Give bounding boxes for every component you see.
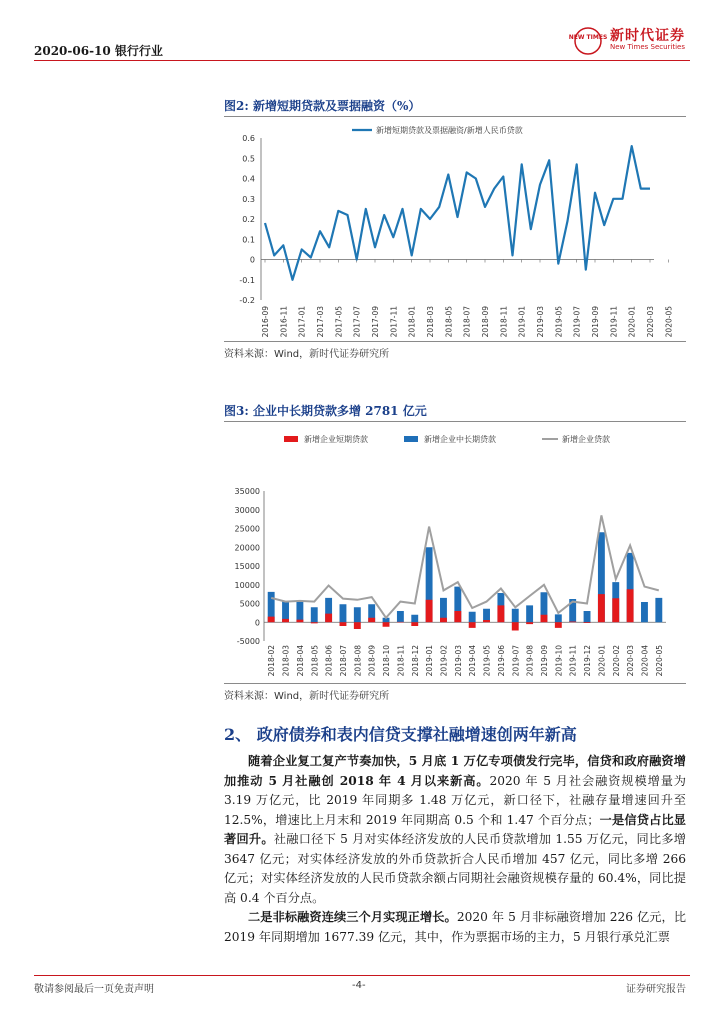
fig2-y-tick-label: 0.5 [242, 154, 255, 164]
fig3-x-tick-label: 2018-07 [338, 645, 348, 677]
fig3-bar-short-term [469, 622, 476, 628]
fig3-x-tick-label: 2019-07 [511, 645, 521, 677]
p1-bold2: 一是信贷占比显著回升。 [224, 812, 686, 846]
fig3-bar-short-term [569, 622, 576, 623]
fig3-bar-short-term [497, 605, 504, 622]
fig3-legend-swatch [404, 436, 418, 442]
fig3-x-tick-label: 2019-11 [568, 645, 578, 677]
figure3-top-rule [224, 421, 686, 422]
section-title: 2、 政府债券和表内信贷支撑社融增速创两年新高 [224, 725, 577, 744]
footer-page-number: -4- [352, 980, 366, 991]
fig3-x-tick-label: 2019-12 [583, 645, 593, 677]
fig2-x-tick-label: 2019-05 [554, 306, 564, 338]
p1-bold: 随着企业复工复产节奏加快，5 月底 1 万亿专项债发行完毕，信贷和政府融资增加推动 5 月社融创 2018 年 4 月以来新高。 [224, 754, 686, 788]
figure2-chart [224, 118, 686, 340]
fig2-x-tick-label: 2020-05 [664, 306, 674, 338]
footer-disclaimer: 敬请参阅最后一页免责声明 [34, 984, 154, 995]
fig3-y-tick-label: 25000 [234, 524, 260, 534]
fig2-x-tick-label: 2019-09 [591, 306, 600, 338]
fig3-bar-short-term [483, 620, 490, 622]
fig2-x-tick-label: 2017-01 [297, 306, 307, 338]
fig3-bar-short-term [311, 622, 318, 623]
figure2-top-rule [224, 116, 686, 117]
fig3-bar-long-term [555, 614, 562, 622]
logo-mark-text: NEW TIMES [568, 34, 608, 41]
fig3-x-tick-label: 2018-12 [410, 645, 420, 677]
fig2-x-tick-label: 2017-09 [371, 306, 380, 338]
fig3-y-tick-label: 0 [254, 618, 260, 628]
fig3-y-tick-label: 10000 [234, 580, 260, 590]
fig3-x-tick-label: 2020-04 [640, 645, 650, 677]
logo-company-name: 新时代证券 [610, 28, 685, 44]
fig3-bar-short-term [584, 622, 591, 623]
fig2-y-tick-label: -0.2 [239, 296, 255, 305]
fig2-x-tick-label: 2019-01 [517, 306, 527, 338]
fig3-bar-long-term [655, 598, 662, 622]
fig3-x-tick-label: 2018-11 [396, 645, 406, 677]
fig3-x-tick-label: 2018-08 [353, 645, 363, 677]
fig3-legend-label: 新增企业短期贷款 [304, 435, 368, 444]
fig3-x-tick-label: 2019-03 [453, 645, 463, 677]
fig3-bar-short-term [627, 589, 634, 622]
fig2-x-tick-label: 2016-11 [279, 306, 289, 338]
fig3-y-tick-label: 15000 [234, 562, 260, 571]
p2-text: 2020 年 5 月非标融资增加 226 亿元，比 2019 年同期增加 1677.39 亿元，其中，作为票据市场的主力，5 月银行承兑汇票 [224, 910, 687, 944]
paragraph-2 [224, 908, 686, 947]
fig3-y-tick-label: -5000 [236, 637, 260, 646]
fig3-x-tick-label: 2018-05 [310, 645, 320, 677]
fig3-bar-long-term [354, 607, 361, 622]
fig3-bar-short-term [598, 594, 605, 622]
fig3-bar-short-term [282, 619, 289, 622]
figure3-bottom-rule [224, 683, 686, 684]
fig3-x-tick-label: 2020-01 [597, 645, 607, 677]
fig2-x-tick-label: 2017-11 [389, 306, 399, 338]
fig3-x-tick-label: 2019-02 [439, 645, 449, 677]
fig3-x-tick-label: 2019-09 [539, 645, 549, 677]
fig3-bar-short-term [268, 617, 275, 623]
fig3-x-tick-label: 2018-02 [267, 645, 277, 677]
p2-bold: 二是非标融资连续三个月实现正增长。 [248, 910, 457, 924]
fig3-bar-short-term [383, 622, 390, 627]
fig3-bar-short-term [296, 620, 303, 623]
header-rule [34, 60, 690, 61]
fig3-y-tick-label: 5000 [239, 599, 260, 609]
figure2-title: 图2: 新增短期贷款及票据融资（%） [224, 99, 421, 113]
fig3-bar-long-term [641, 602, 648, 622]
fig2-x-tick-label: 2019-03 [536, 306, 545, 338]
fig3-x-tick-label: 2018-10 [382, 645, 392, 677]
fig2-y-tick-label: 0.3 [242, 194, 255, 204]
fig2-x-tick-label: 2018-07 [462, 306, 472, 338]
fig3-bar-short-term [368, 618, 375, 623]
fig2-y-tick-label: 0.4 [242, 174, 255, 184]
fig3-bar-long-term [584, 611, 591, 622]
fig3-y-tick-label: 35000 [234, 487, 260, 496]
fig2-x-tick-label: 2018-11 [499, 306, 509, 338]
fig3-x-tick-label: 2019-04 [468, 645, 478, 677]
fig3-bar-long-term [296, 602, 303, 622]
fig3-x-tick-label: 2019-05 [482, 645, 492, 677]
fig3-bar-long-term [340, 604, 347, 622]
fig3-legend-label: 新增企业贷款 [562, 435, 610, 444]
fig3-bar-long-term [526, 605, 533, 622]
fig3-x-tick-label: 2019-10 [554, 645, 564, 677]
fig2-x-tick-label: 2018-05 [444, 306, 454, 338]
fig3-x-tick-label: 2019-06 [496, 645, 506, 677]
fig3-bar-short-term [555, 622, 562, 628]
fig3-legend-label: 新增企业中长期贷款 [424, 435, 496, 444]
fig3-x-tick-label: 2018-04 [295, 645, 305, 677]
fig3-y-tick-label: 20000 [234, 543, 260, 553]
fig3-legend-swatch [284, 436, 298, 442]
fig2-x-tick-label: 2017-07 [352, 306, 362, 338]
fig2-y-tick-label: 0.1 [242, 235, 255, 245]
fig3-bar-short-term [512, 622, 519, 630]
fig3-y-tick-label: 30000 [234, 505, 260, 515]
fig2-x-tick-label: 2020-03 [646, 306, 655, 338]
figure2-bottom-rule [224, 341, 686, 342]
fig2-legend-label: 新增短期贷款及票据融资/新增人民币贷款 [376, 126, 523, 135]
fig3-bar-short-term [541, 615, 548, 623]
fig2-x-tick-label: 2017-03 [316, 306, 325, 338]
fig3-x-tick-label: 2018-06 [324, 645, 334, 677]
footer-rule [34, 975, 690, 976]
fig3-bar-short-term [354, 622, 361, 629]
fig2-x-tick-label: 2019-11 [609, 306, 619, 338]
figure3-chart [224, 423, 686, 681]
fig3-x-tick-label: 2019-01 [425, 645, 435, 677]
fig2-x-tick-label: 2018-01 [407, 306, 417, 338]
fig3-bar-short-term [325, 614, 332, 623]
fig2-x-tick-label: 2016-09 [261, 306, 270, 338]
fig3-bar-short-term [526, 622, 533, 624]
fig3-bar-long-term [397, 611, 404, 622]
fig2-y-tick-label: 0.6 [242, 134, 255, 143]
fig2-x-tick-label: 2018-09 [481, 306, 490, 338]
fig2-y-tick-label: 0.2 [242, 215, 255, 224]
figure3-source: 资料来源：Wind，新时代证券研究所 [224, 691, 390, 702]
fig3-x-tick-label: 2020-05 [654, 645, 664, 677]
fig2-y-tick-label: 0 [249, 255, 255, 265]
footer-report-type: 证券研究报告 [626, 984, 686, 995]
fig3-bar-short-term [440, 618, 447, 623]
paragraph-1 [224, 752, 686, 908]
fig3-bar-long-term [512, 609, 519, 623]
fig3-x-tick-label: 2018-03 [281, 645, 291, 677]
fig3-bar-short-term [340, 622, 347, 626]
fig2-x-tick-label: 2017-05 [334, 306, 344, 338]
fig2-x-tick-label: 2020-01 [627, 306, 637, 338]
fig2-x-tick-label: 2018-03 [426, 306, 435, 338]
fig3-bar-long-term [469, 612, 476, 623]
fig2-x-tick-label: 2019-07 [572, 306, 582, 338]
figure2-source: 资料来源：Wind，新时代证券研究所 [224, 349, 390, 360]
figure3-title: 图3: 企业中长期贷款多增 2781 亿元 [224, 404, 427, 418]
fig3-bar-long-term [311, 607, 318, 622]
fig3-x-tick-label: 2020-03 [626, 645, 636, 677]
p1-text: 2020 年 5 月社会融资规模增量为 3.19 万亿元，比 2019 年同期多 1.48 万亿元，新口径下，社融存量增速回升至 12.5%，增速比上月末和 2019 年同期高 0.5 个和 1.47 个百分点； [224, 773, 686, 827]
logo-company-name-en: New Times Securities [610, 43, 685, 51]
fig3-x-tick-label: 2020-02 [611, 645, 621, 677]
fig3-bar-long-term [411, 615, 418, 623]
fig3-bar-short-term [612, 598, 619, 622]
fig3-x-tick-label: 2019-08 [525, 645, 535, 677]
fig3-bar-short-term [411, 622, 418, 626]
fig2-y-tick-label: -0.1 [239, 275, 255, 285]
fig3-bar-short-term [397, 622, 404, 623]
fig3-bar-short-term [454, 611, 461, 622]
p1-text2: 社融口径下 5 月对实体经济发放的人民币贷款增加 1.55 万亿元，同比多增 3647 亿元；对实体经济发放的外币贷款折合人民币增加 457 亿元，同比多增 266 亿元；对实体经济发放的人民币贷款余额占同期社会融资规模存量的 60.4%，同比提高 0.4 个百分点。 [224, 832, 686, 905]
header-date-sector: 2020-06-10 银行行业 [34, 44, 163, 58]
fig3-bar-short-term [426, 600, 433, 623]
fig3-x-tick-label: 2018-09 [367, 645, 377, 677]
company-logo-icon [568, 26, 608, 56]
